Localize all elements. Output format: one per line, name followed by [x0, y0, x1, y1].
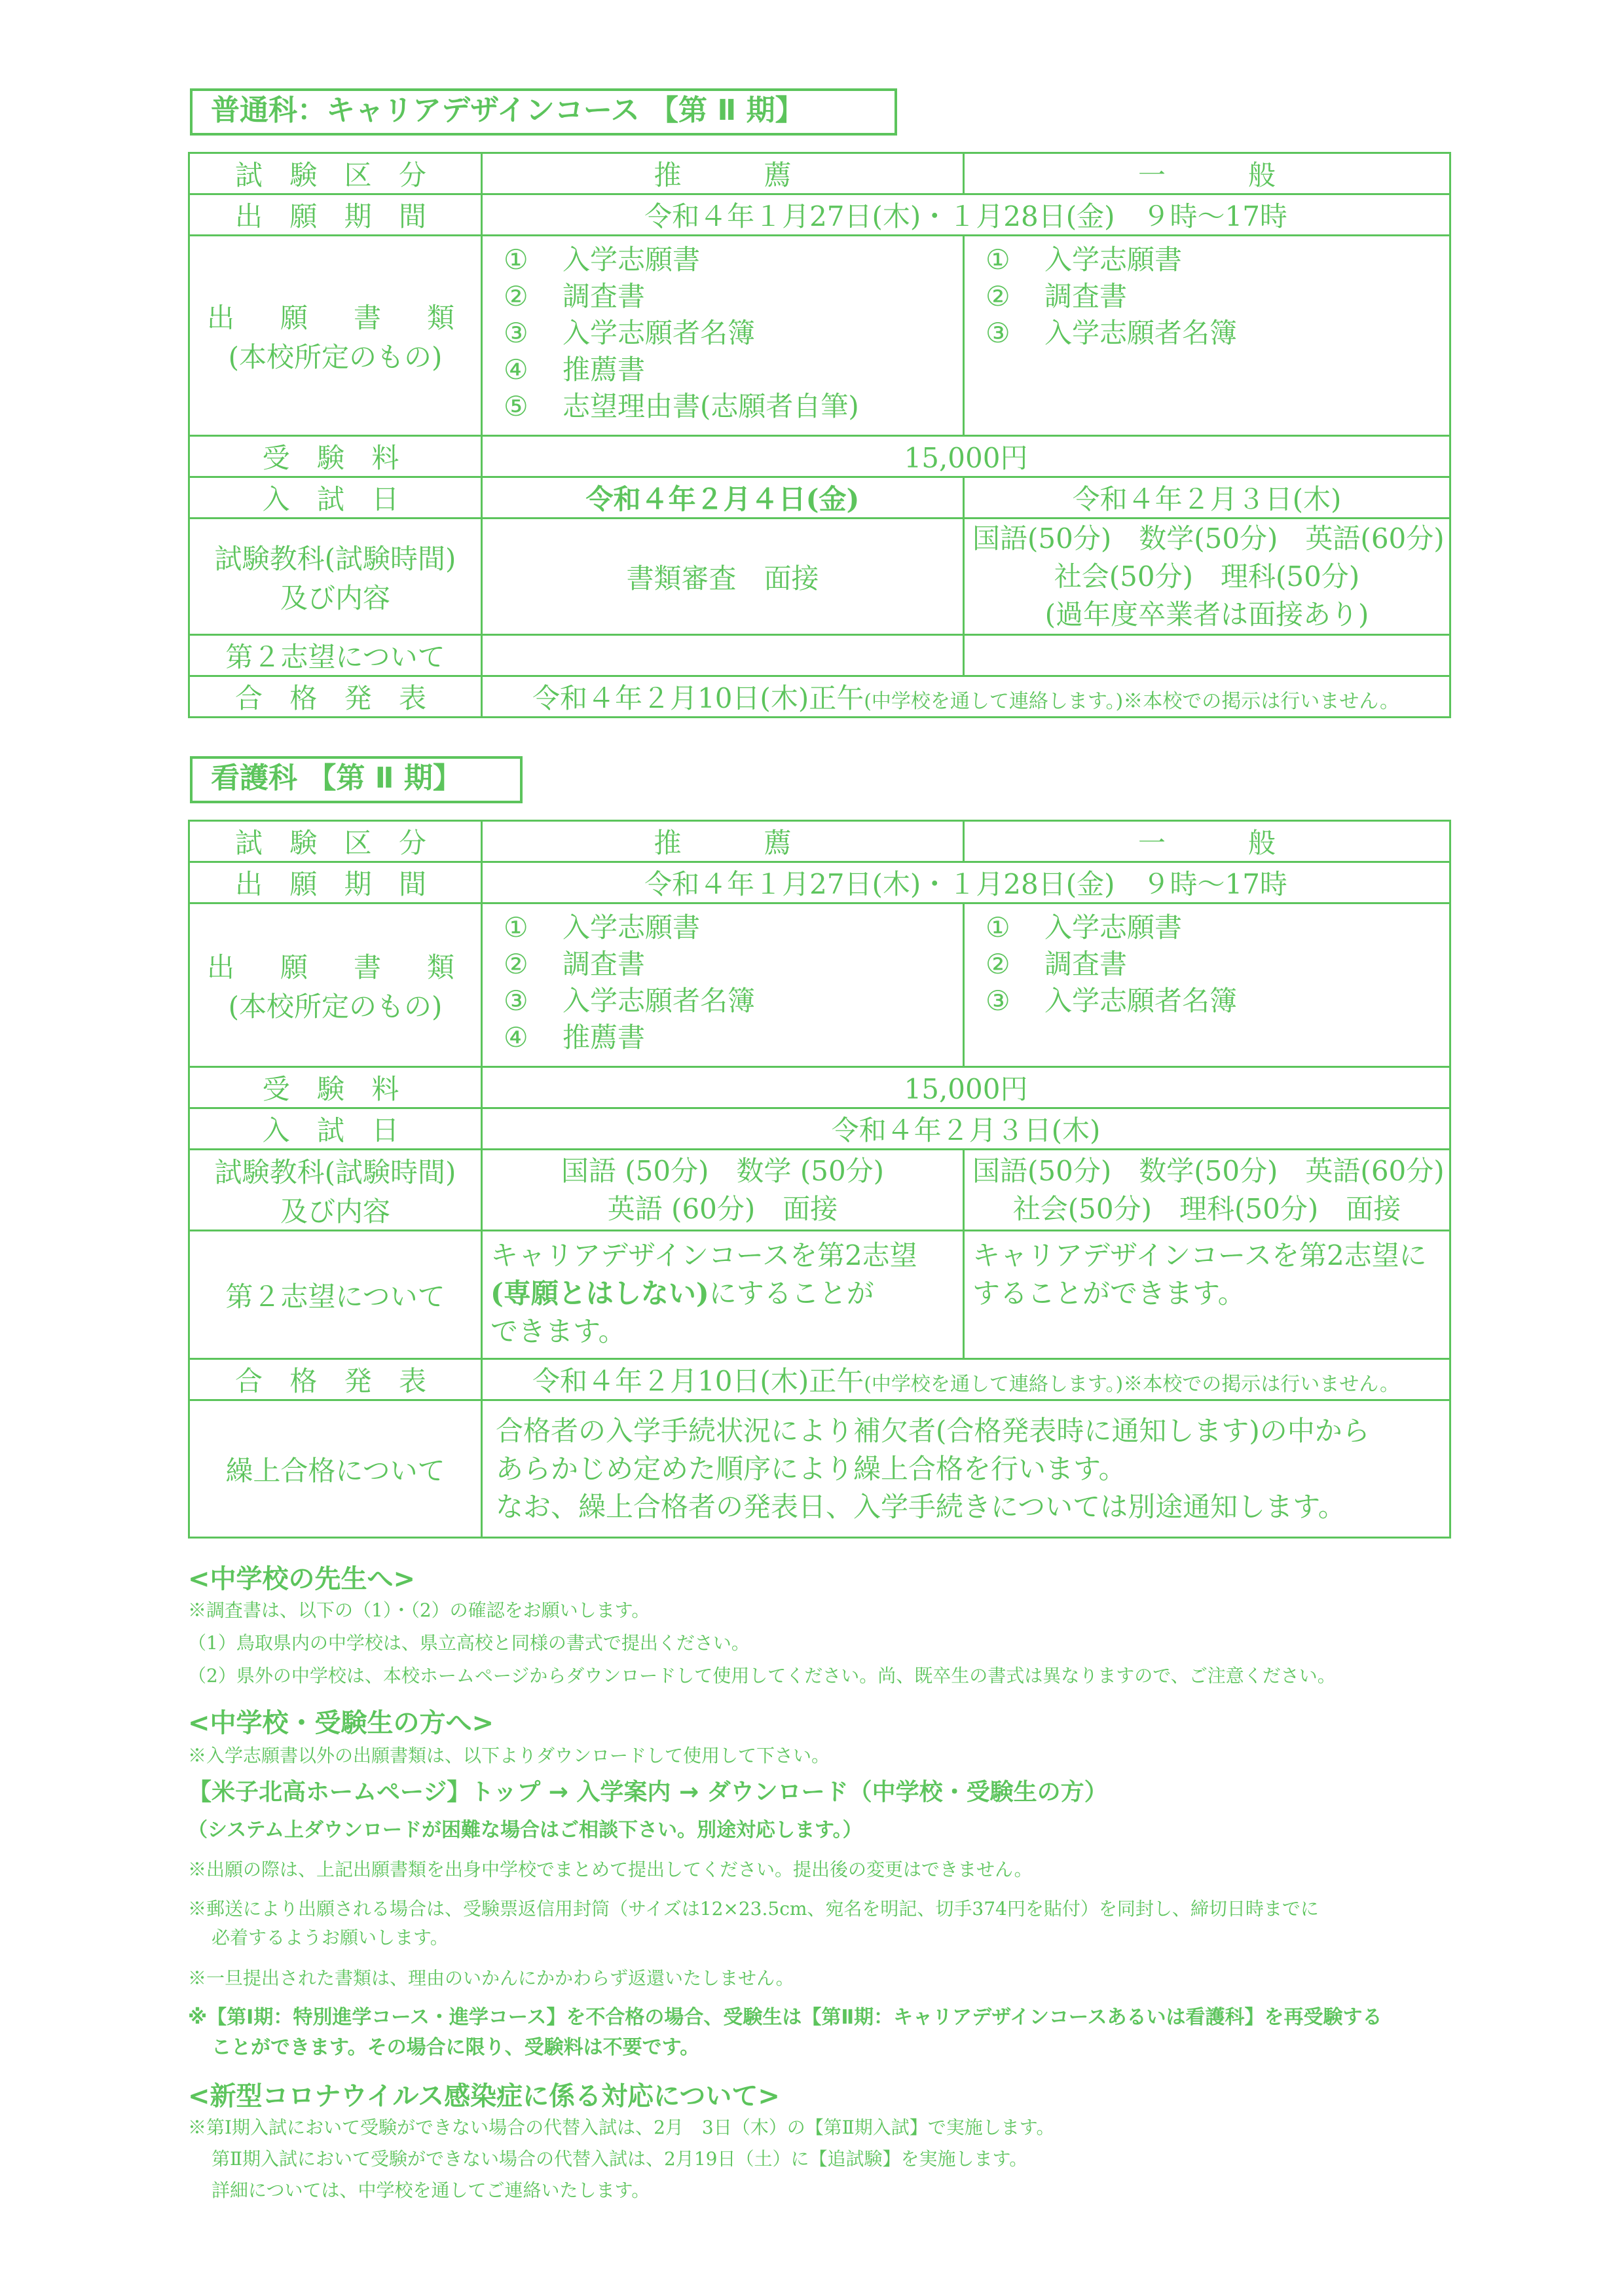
list-item: ④ 推薦書	[504, 354, 646, 386]
row-exam-date	[189, 477, 1450, 519]
list-item: ② 調査書	[504, 948, 646, 980]
list-item: ③ 入学志願者名簿	[986, 317, 1238, 349]
list-item: ⑤ 志望理由書(志願者自筆)	[504, 390, 859, 422]
second-choice-suisen: キャリアデザインコースを第2志望 (専願とはしない)にすることが できます。	[482, 1231, 964, 1359]
list-item: ① 入学志願書	[986, 244, 1183, 276]
second-choice-label: 第２志望について	[189, 635, 482, 676]
subjects-label: 試験教科(試験時間) 及び内容	[189, 519, 482, 635]
docs-ippan	[964, 903, 1450, 1067]
section1-title: 普通科：キャリアデザインコース 【第 Ⅱ 期】	[190, 88, 897, 136]
category-label: 試 験 区 分	[189, 153, 482, 194]
teachers-note-1: ※調査書は、以下の（1）・（2）の確認をお願いします。	[188, 1599, 650, 1621]
row-period	[189, 862, 1450, 903]
row-category	[189, 153, 1450, 194]
fee-value: 15,000円	[482, 436, 1450, 477]
row-period	[189, 194, 1450, 236]
section2-title: 看護科 【第 Ⅱ 期】	[190, 756, 523, 803]
row-docs	[189, 236, 1450, 436]
list-item: ① 入学志願書	[504, 911, 701, 943]
students-note-2: 【米子北高ホームページ】トップ → 入学案内 → ダウンロード（中学校・受験生の方）	[188, 1779, 1108, 1806]
exam-date-label: 入 試 日	[189, 1108, 482, 1150]
category-label: 試 験 区 分	[189, 821, 482, 862]
exam-date-ippan: 令和４年２月３日(木)	[964, 477, 1450, 519]
suisen-header: 推 薦	[482, 821, 964, 862]
fee-label: 受 験 料	[189, 436, 482, 477]
list-item: ② 調査書	[504, 280, 646, 312]
corona-note-1: ※第Ⅰ期入試において受験ができない場合の代替入試は、2月 3日（木）の【第Ⅱ期入試】で実施します。	[188, 2117, 1055, 2138]
period-value: 令和４年１月27日(木)・１月28日(金) ９時～17時	[482, 862, 1450, 903]
row-waitlist	[189, 1400, 1450, 1538]
result-label: 合 格 発 表	[189, 1359, 482, 1400]
result-value: 令和４年２月10日(木)正午(中学校を通して連絡します。)※本校での掲示は行いません。	[482, 1359, 1450, 1400]
result-label: 合 格 発 表	[189, 676, 482, 718]
docs-label: 出 願 書 類 (本校所定のもの)	[189, 903, 482, 1067]
row-docs	[189, 903, 1450, 1067]
teachers-note-3: （2）県外の中学校は、本校ホームページからダウンロードして使用してください。尚、既卒生の書式は異なりますので、ご注意ください。	[188, 1665, 1336, 1686]
students-note-8: ※【第Ⅰ期：特別進学コース・進学コース】を不合格の場合、受験生は【第Ⅱ期：キャリアデザインコースあるいは看護科】を再受験する	[188, 2006, 1382, 2029]
section1-table	[188, 152, 1451, 718]
row-second-choice	[189, 635, 1450, 676]
docs-ippan-list	[972, 242, 1441, 352]
waitlist-label: 繰上合格について	[189, 1400, 482, 1538]
result-value: 令和４年２月10日(木)正午(中学校を通して連絡します。)※本校での掲示は行いません。	[482, 676, 1450, 718]
row-category	[189, 821, 1450, 862]
list-item: ③ 入学志願者名簿	[504, 317, 756, 349]
period-label: 出 願 期 間	[189, 194, 482, 236]
suisen-header: 推 薦	[482, 153, 964, 194]
docs-suisen	[482, 903, 964, 1067]
subjects-suisen: 国語 (50分) 数学 (50分) 英語 (60分) 面接	[482, 1150, 964, 1231]
students-note-9: ことができます。その場合に限り、受験料は不要です。	[212, 2036, 700, 2059]
row-subjects	[189, 1150, 1450, 1231]
ippan-header: 一 般	[964, 153, 1450, 194]
docs-suisen-list	[490, 909, 955, 1056]
exam-date-label: 入 試 日	[189, 477, 482, 519]
list-item: ① 入学志願書	[504, 244, 701, 276]
period-value: 令和４年１月27日(木)・１月28日(金) ９時～17時	[482, 194, 1450, 236]
second-choice-label: 第２志望について	[189, 1231, 482, 1359]
row-result	[189, 1359, 1450, 1400]
students-note-7: ※一旦提出された書類は、理由のいかんにかかわらず返還いたしません。	[188, 1967, 794, 1989]
list-item: ② 調査書	[986, 948, 1128, 980]
docs-ippan	[964, 236, 1450, 436]
students-heading: <中学校・受験生の方へ>	[188, 1708, 494, 1738]
row-fee	[189, 436, 1450, 477]
students-note-3: （システム上ダウンロードが困難な場合はご相談下さい。別途対応します。）	[188, 1819, 862, 1842]
period-label: 出 願 期 間	[189, 862, 482, 903]
students-note-5: ※郵送により出願される場合は、受験票返信用封筒（サイズは12×23.5cm、宛名を明記、切手374円を貼付）を同封し、締切日時までに	[188, 1898, 1319, 1920]
fee-label: 受 験 料	[189, 1067, 482, 1108]
teachers-note-2: （1）鳥取県内の中学校は、県立高校と同様の書式で提出ください。	[188, 1632, 750, 1654]
list-item: ② 調査書	[986, 280, 1128, 312]
section2-table	[188, 820, 1451, 1539]
docs-suisen-list	[490, 242, 955, 425]
docs-label	[189, 236, 482, 436]
row-fee	[189, 1067, 1450, 1108]
second-choice-ippan	[964, 635, 1450, 676]
subjects-ippan: 国語(50分) 数学(50分) 英語(60分) 社会(50分) 理科(50分) 面接	[964, 1150, 1450, 1231]
ippan-header: 一 般	[964, 821, 1450, 862]
list-item: ③ 入学志願者名簿	[986, 985, 1238, 1017]
row-second-choice	[189, 1231, 1450, 1359]
docs-label-1: 出 願 書 類	[206, 301, 464, 334]
students-note-1: ※入学志願書以外の出願書類は、以下よりダウンロードして使用して下さい。	[188, 1745, 830, 1766]
second-choice-ippan: キャリアデザインコースを第2志望に することができます。	[964, 1231, 1450, 1359]
row-result	[189, 676, 1450, 718]
list-item: ① 入学志願書	[986, 911, 1183, 943]
second-choice-suisen	[482, 635, 964, 676]
docs-suisen	[482, 236, 964, 436]
students-note-6: 必着するようお願いします。	[212, 1927, 449, 1948]
exam-date-value: 令和４年２月３日(木)	[482, 1108, 1450, 1150]
subjects-label: 試験教科(試験時間) 及び内容	[189, 1150, 482, 1231]
list-item: ④ 推薦書	[504, 1021, 646, 1053]
corona-note-3: 詳細については、中学校を通してご連絡いたします。	[212, 2179, 650, 2201]
exam-date-suisen: 令和４年２月４日(金)	[482, 477, 964, 519]
subjects-ippan: 国語(50分) 数学(50分) 英語(60分) 社会(50分) 理科(50分) (過年度卒業者は面接あり)	[964, 519, 1450, 635]
waitlist-value: 合格者の入学手続状況により補欠者(合格発表時に通知します)の中から あらかじめ定めた順序により繰上合格を行います。 なお、繰上合格者の発表日、入学手続きについては別途通知します。	[482, 1400, 1450, 1538]
fee-value: 15,000円	[482, 1067, 1450, 1108]
corona-heading: <新型コロナウイルス感染症に係る対応について>	[188, 2081, 780, 2111]
corona-note-2: 第Ⅱ期入試において受験ができない場合の代替入試は、2月19日（土）に【追試験】を実施します。	[212, 2148, 1028, 2170]
list-item: ③ 入学志願者名簿	[504, 985, 756, 1017]
docs-ippan-list	[972, 909, 1441, 1019]
docs-label-2: (本校所定のもの)	[228, 340, 443, 373]
subjects-suisen: 書類審査 面接	[482, 519, 964, 635]
students-note-4: ※出願の際は、上記出願書類を出身中学校でまとめて提出してください。提出後の変更はできません。	[188, 1859, 1033, 1880]
teachers-heading: <中学校の先生へ>	[188, 1564, 416, 1594]
row-subjects	[189, 519, 1450, 635]
row-exam-date	[189, 1108, 1450, 1150]
